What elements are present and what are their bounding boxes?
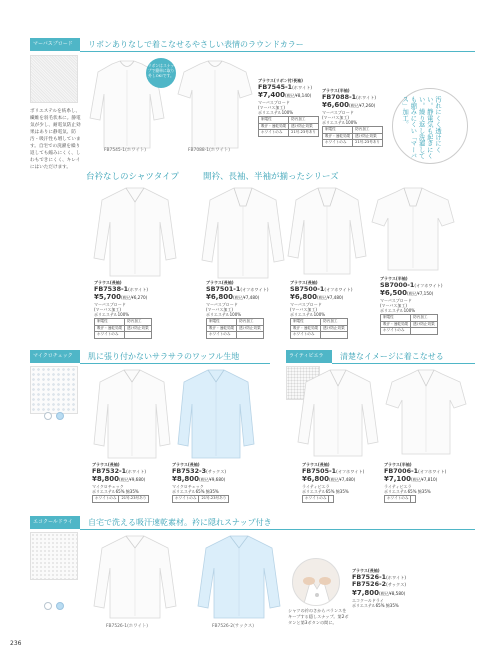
product-fabric-2: (マーバス加工) <box>206 307 233 313</box>
section2-title-right: 開衿、長袖、半袖が揃ったシリーズ <box>203 172 339 182</box>
product-price: ¥8,800(税込¥9,680) <box>92 475 146 484</box>
fabric-swatch-marvas <box>30 55 78 103</box>
ribbon-snap-bubble: リボンはスナップで簡単に取り外しOK!です。 <box>146 58 176 88</box>
product-kind: ブラウス(半袖) <box>380 276 408 281</box>
product-fabric-3: ポリエステル100% <box>258 110 294 116</box>
marvas-callout-text: 汚れにくく透けにくい。静電気も起きにくい。繰り返し洗濯しても縮みにくい「マーバス」加工。 <box>401 96 442 159</box>
product-feature-table: 制電性 防汚加工 吸汗・速乾効果 透け防止効果 ホワイトのみ <box>206 318 264 339</box>
product-fabric-1: マーバスブロード <box>380 298 412 304</box>
product-price: ¥5,700(税込¥6,270) <box>94 293 148 302</box>
snap-closeup-note: シャツの衿のさからバランスをキープする隠しスナップ。第2ボタンと第3ボタンの間に。 <box>288 608 349 625</box>
product-fabric-2: ポリエステル65% 綿35% <box>352 602 399 608</box>
product-fabric-2: (マーバス加工) <box>322 115 349 121</box>
product-fabric-1: マイクロチェック <box>92 484 124 490</box>
product-kind: ブラウス(長袖) <box>94 280 122 285</box>
product-code: FB7532-1(ホワイト) <box>92 466 147 475</box>
blouse-image-sb7500 <box>286 186 368 276</box>
product-fabric-1: マイクロチェック <box>172 484 204 490</box>
blouse-image-sb7501 <box>200 186 286 280</box>
product-fabric-2: ポリエステル65% 綿35% <box>92 489 139 495</box>
fabric-swatch-ecocooldry <box>30 532 78 580</box>
blouse-image-fb7532-1 <box>92 368 172 460</box>
product-price: ¥7,400(税込¥8,140) <box>258 91 312 100</box>
product-fabric-2: (マーバス加工) <box>380 303 407 309</box>
color-dot-sax <box>56 412 64 420</box>
product-feature-table: 制電性 防汚加工 吸汗・速乾効果 透け防止効果 ホワイトのみ <box>380 314 438 335</box>
product-kind: ブラウス(長袖) <box>206 280 234 285</box>
product-fabric-3: ポリエステル100% <box>290 312 326 318</box>
product-price: ¥8,800(税込¥9,680) <box>172 475 226 484</box>
product-price: ¥6,600(税込¥7,260) <box>322 101 376 110</box>
product-sb7500 <box>290 280 360 339</box>
section5-rule <box>80 529 475 530</box>
product-fabric-1: ライティピエラ <box>302 484 330 490</box>
product-kind: ブラウス(長袖) <box>302 462 330 467</box>
product-code: SB7501-1(オフホワイト) <box>206 284 269 293</box>
product-fabric-1: エコクールドライ <box>352 597 384 603</box>
product-fb7532-3 <box>172 462 242 503</box>
section4-tag: ライティピエラ <box>286 350 332 363</box>
product-fb7532-1 <box>92 462 162 503</box>
product-feature-table: 制電性 防汚加工 吸汗・速乾効果 透け防止効果 ホワイトのみ <box>94 318 152 339</box>
product-code: FB7538-1(ホワイト) <box>94 284 149 293</box>
product-code: FB7006-1(オフホワイト) <box>384 466 447 475</box>
product-price: ¥6,800(税込¥7,480) <box>290 293 344 302</box>
product-fabric-1: マーバスブロード <box>206 302 238 308</box>
color-dot-white <box>44 412 52 420</box>
section2-title-left: 台衿なしのシャツタイプ <box>86 172 179 182</box>
product-price: ¥6,800(税込¥7,480) <box>206 293 260 302</box>
product-kind: ブラウス(長袖) <box>352 568 380 573</box>
product-code: FB7088-1(ホワイト) <box>322 92 377 101</box>
caption-fb7526-2: FB7526-2(サックス) <box>212 624 254 629</box>
product-fb7505 <box>302 462 372 503</box>
product-code: SB7000-1(オフホワイト) <box>380 280 443 289</box>
product-fabric-1: マーバスブロード <box>258 100 290 106</box>
blouse-image-fb7538 <box>92 186 178 278</box>
product-code: FB7545-1(ホワイト) <box>258 82 313 91</box>
blouse-image-fb7526-1 <box>92 534 178 620</box>
snap-closeup-image <box>292 558 340 606</box>
color-dot-white <box>44 602 52 610</box>
product-fabric-3: ポリエステル100% <box>94 312 130 318</box>
product-fabric-2: ポリエステル65% 綿35% <box>302 489 349 495</box>
product-kind: ブラウス(半袖) <box>322 88 350 93</box>
product-code-1: FB7526-1(ホワイト) <box>352 572 407 581</box>
blouse-image-sb7000 <box>370 186 456 272</box>
section1-tag: マーバスブロード <box>30 38 80 51</box>
product-fb7526 <box>352 568 442 608</box>
product-feature-table: 制電性 防汚加工 吸汗・速乾効果 透け防止効果 ホワイトのみ 21号-23号あり <box>322 126 383 147</box>
product-code: SB7500-1(オフホワイト) <box>290 284 353 293</box>
product-fabric-2: (マーバス加工) <box>290 307 317 313</box>
product-fabric-3: ポリエステル100% <box>206 312 242 318</box>
product-fabric-3: ポリエステル100% <box>380 308 416 314</box>
product-sb7000 <box>380 276 450 335</box>
product-kind: ブラウス(長袖) <box>290 280 318 285</box>
product-fabric-1: ライティピエラ <box>384 484 412 490</box>
caption-fb7088: FB7088-1(ホワイト) <box>188 148 230 153</box>
product-fb7006 <box>384 462 456 503</box>
product-kind: ブラウス(長袖) <box>92 462 120 467</box>
product-sb7501 <box>206 280 276 339</box>
product-kind: ブラウス(半袖) <box>384 462 412 467</box>
caption-fb7526-1: FB7526-1(ホワイト) <box>106 624 148 629</box>
blouse-image-fb7526-2 <box>196 534 282 620</box>
section3-rule <box>80 363 270 364</box>
product-code-2: FB7526-2(サックス) <box>352 580 407 589</box>
product-price: ¥7,800(税込¥8,580) <box>352 588 406 597</box>
product-fabric-1: マーバスブロード <box>94 302 126 308</box>
product-price: ¥6,800(税込¥7,480) <box>302 475 356 484</box>
blouse-image-fb7532-3 <box>176 368 256 460</box>
section3-title: 肌に張り付かないサラサラのワッフル生地 <box>88 352 240 361</box>
product-fb7538 <box>94 280 164 339</box>
section1-rule <box>80 51 475 52</box>
product-price: ¥6,500(税込¥7,150) <box>380 289 434 298</box>
product-feature-table: 制電性 防汚加工 吸汗・速乾効果 透け防止効果 ホワイトのみ <box>290 318 348 339</box>
color-dot-sax <box>56 602 64 610</box>
caption-fb7545: FB7545-1(ホワイト) <box>104 148 146 153</box>
product-code: FB7532-3(サックス) <box>172 466 227 475</box>
product-feature-table: ホワイトのみ <box>384 495 416 503</box>
product-feature-table: ホワイトのみ 21号-23号あり <box>172 495 229 503</box>
product-fabric-1: マーバスブロード <box>290 302 322 308</box>
fabric-swatch-microcheck <box>30 366 78 414</box>
blouse-image-fb7505 <box>296 368 380 458</box>
product-fabric-2: (マーバス加工) <box>258 105 285 111</box>
product-fabric-3: ポリエステル100% <box>322 120 358 126</box>
section4-rule <box>332 363 475 364</box>
blouse-image-fb7006 <box>384 368 468 456</box>
product-feature-table: ホワイトのみ 21号-23号あり <box>92 495 149 503</box>
product-code: FB7505-1(オフホワイト) <box>302 466 365 475</box>
product-fabric-2: (マーバス加工) <box>94 307 121 313</box>
product-fabric-2: ポリエステル65% 綿35% <box>384 489 431 495</box>
product-kind: ブラウス(リボン付/長袖) <box>258 78 303 83</box>
product-price: ¥7,100(税込¥7,810) <box>384 475 438 484</box>
product-kind: ブラウス(長袖) <box>172 462 200 467</box>
section1-fabric-note: ポリエステルを紡糸し、繊維を羽毛状本に。静電気が少し、耐電気防止効果はありに静電気、防汚・吸汗性も増しています。自宅での洗濯を繰り返しても縮みにくく、しわもできにくく、キレイにはいただけます。 <box>30 109 81 170</box>
section3-tag: マイクロチェック <box>30 350 80 363</box>
section5-tag: エコクールドライ <box>30 516 80 529</box>
page-number: 236 <box>10 640 22 647</box>
product-fb7088 <box>322 88 384 147</box>
section1-title: リボンありなしで着こなせるやさしい表情のラウンドカラー <box>88 40 304 49</box>
blouse-image-fb7088 <box>176 58 254 150</box>
product-feature-table: ホワイトのみ <box>302 495 334 503</box>
section4-title: 清楚なイメージに着こなせる <box>340 352 444 361</box>
product-fabric-1: マーバスブロード <box>322 110 354 116</box>
product-fabric-2: ポリエステル65% 綿35% <box>172 489 219 495</box>
product-fb7545 <box>258 78 320 137</box>
product-feature-table: 制電性 防汚加工 吸汗・速乾効果 透け防止効果 ホワイトのみ 21号-23号あり <box>258 116 319 137</box>
section5-title: 自宅で洗える吸汗速乾素材。衿に隠れスナップ付き <box>88 518 272 527</box>
